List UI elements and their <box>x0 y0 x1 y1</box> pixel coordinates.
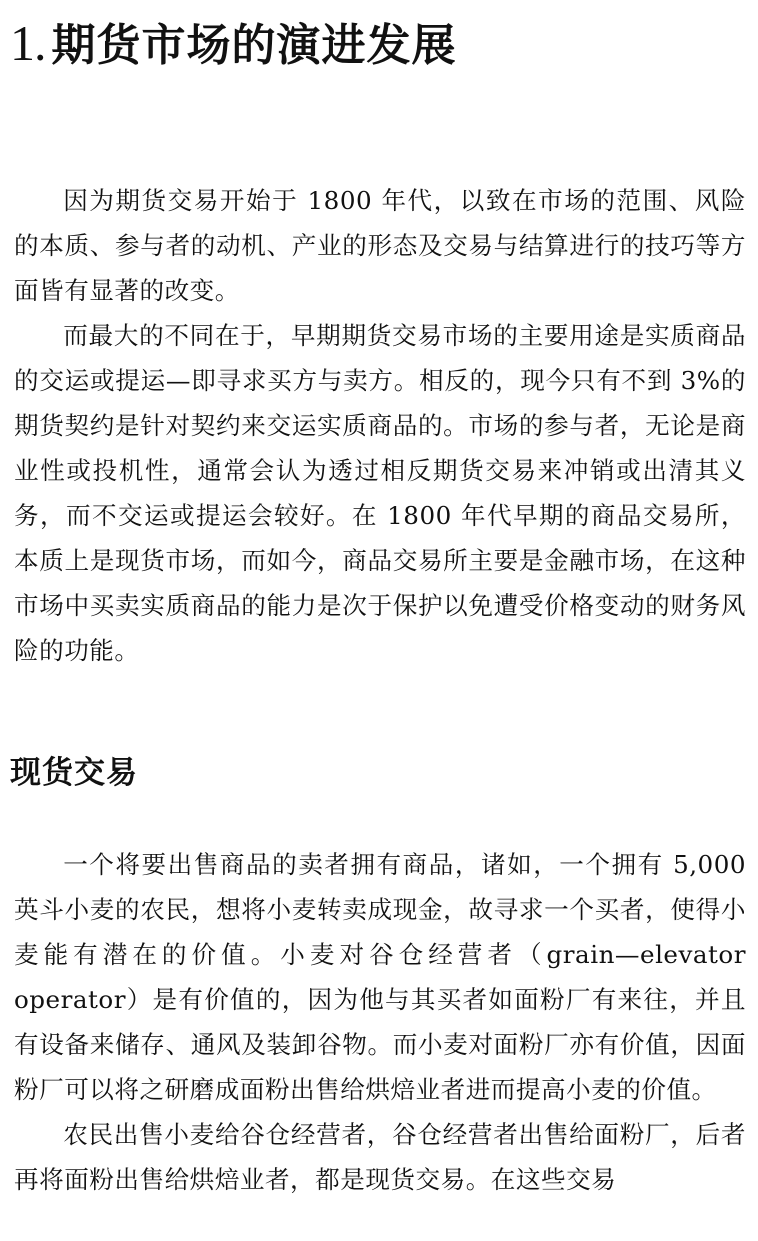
paragraph: 因为期货交易开始于 1800 年代，以致在市场的范围、风险的本质、参与者的动机、产业的形态及交易与结算进行的技巧等方面皆有显著的改变。 <box>14 186 746 305</box>
section-heading: 现货交易 <box>10 755 138 791</box>
paragraph: 农民出售小麦给谷仓经营者，谷仓经营者出售给面粉厂，后者再将面粉出售给烘焙业者，都是现货交易。在这些交易 <box>14 1120 746 1194</box>
chapter-number: 1. <box>10 15 46 71</box>
paragraph: 而最大的不同在于，早期期货交易市场的主要用途是实质商品的交运或提运—即寻求买方与卖方。相反的，现今只有不到 3%的期货契约是针对契约来交运实质商品的。市场的参与者，无论是商业性或投机性，通常会认为透过相反期货交易来冲销或出清其义务，而不交运或提运会较好。在 1800 年代早期的商品交易所，本质上是现货市场，而如今，商品交易所主要是金融市场，在这种市场中买卖实质商品的能力是次于保护以免遭受价格变动的财务风险的功能。 <box>14 321 746 665</box>
section-1-body <box>14 178 746 673</box>
section-2-body <box>14 842 746 1202</box>
chapter-heading <box>10 15 457 71</box>
chapter-title: 期货市场的演进发展 <box>51 20 457 71</box>
paragraph: 一个将要出售商品的卖者拥有商品，诸如，一个拥有 5,000 英斗小麦的农民，想将小麦转卖成现金，故寻求一个买者，使得小麦能有潜在的价值。小麦对谷仓经营者（grain—elevator operator）是有价值的，因为他与其买者如面粉厂有来往，并且有设备来储存、通风及装卸谷物。而小麦对面粉厂亦有价值，因面粉厂可以将之研磨成面粉出售给烘焙业者进而提高小麦的价值。 <box>14 850 746 1104</box>
